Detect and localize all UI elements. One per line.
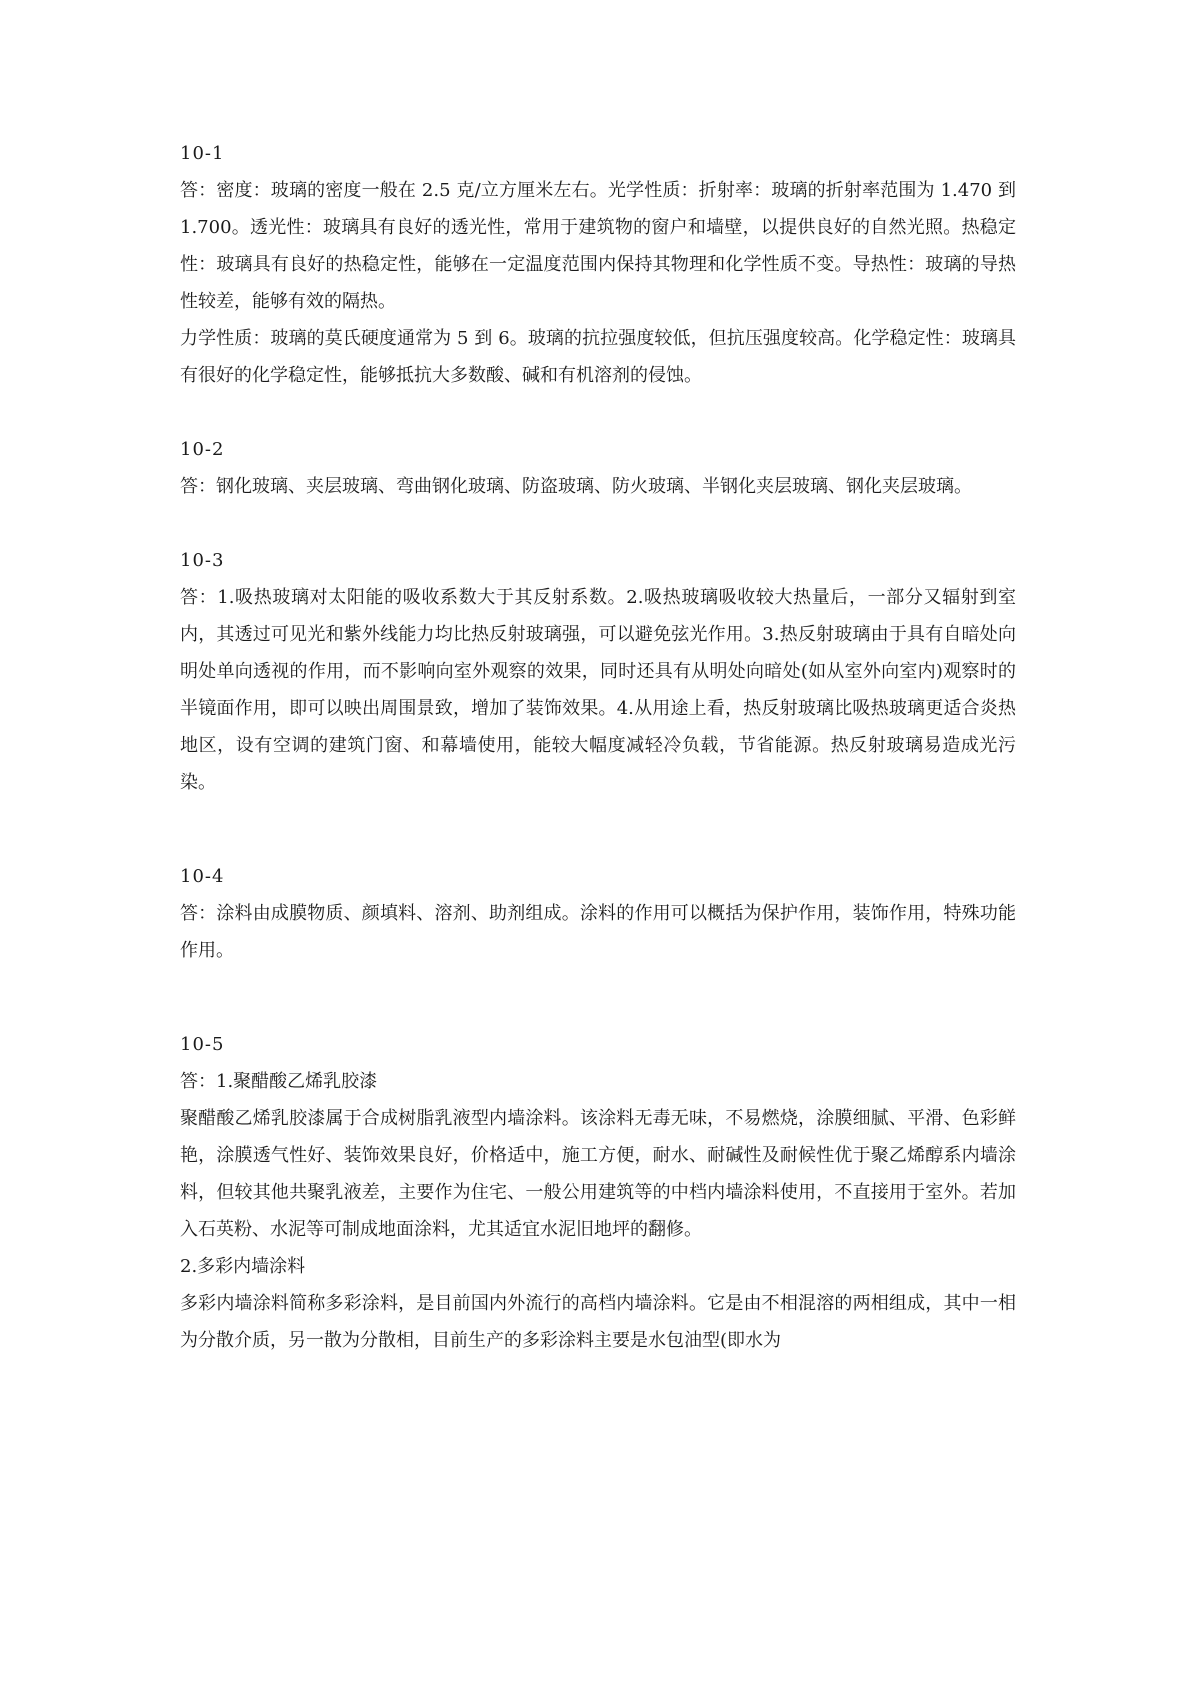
- answer-section-10-1: [180, 140, 1016, 394]
- answer-section-10-2: [180, 436, 1016, 505]
- question-number: 10-3: [180, 550, 225, 571]
- answer-paragraph: 力学性质：玻璃的莫氏硬度通常为 5 到 6。玻璃的抗拉强度较低，但抗压强度较高。化学稳定性：玻璃具有很好的化学稳定性，能够抵抗大多数酸、碱和有机溶剂的侵蚀。: [180, 328, 1016, 386]
- answer-paragraph: 答：涂料由成膜物质、颜填料、溶剂、助剂组成。涂料的作用可以概括为保护作用，装饰作用，特殊功能作用。: [180, 903, 1016, 961]
- question-number: 10-5: [180, 1034, 225, 1055]
- answer-paragraph: 答：密度：玻璃的密度一般在 2.5 克/立方厘米左右。光学性质：折射率：玻璃的折射率范围为 1.470 到 1.700。透光性：玻璃具有良好的透光性，常用于建筑物的窗户和墙壁，以提供良好的自然光照。热稳定性：玻璃具有良好的热稳定性，能够在一定温度范围内保持其物理和化学性质不变。导热性：玻璃的导热性较差，能够有效的隔热。: [180, 180, 1016, 312]
- answer-paragraph: 答：钢化玻璃、夹层玻璃、弯曲钢化玻璃、防盗玻璃、防火玻璃、半钢化夹层玻璃、钢化夹层玻璃。: [180, 476, 972, 497]
- answer-paragraph: 答：1.吸热玻璃对太阳能的吸收系数大于其反射系数。2.吸热玻璃吸收较大热量后，一部分又辐射到室内，其透过可见光和紫外线能力均比热反射玻璃强，可以避免弦光作用。3.热反射玻璃由于具有自暗处向明处单向透视的作用，而不影响向室外观察的效果，同时还具有从明处向暗处(如从室外向室内)观察时的半镜面作用，即可以映出周围景致，增加了装饰效果。4.从用途上看，热反射玻璃比吸热玻璃更适合炎热地区，设有空调的建筑门窗、和幕墙使用，能较大幅度减轻冷负载，节省能源。热反射玻璃易造成光污染。: [180, 587, 1016, 793]
- answer-section-10-4: [180, 863, 1016, 969]
- question-number: 10-2: [180, 439, 225, 460]
- answer-paragraph: 聚醋酸乙烯乳胶漆属于合成树脂乳液型内墙涂料。该涂料无毒无味，不易燃烧，涂膜细腻、平滑、色彩鲜艳，涂膜透气性好、装饰效果良好，价格适中，施工方便，耐水、耐碱性及耐候性优于聚乙烯醇系内墙涂料，但较其他共聚乳液差，主要作为住宅、一般公用建筑等的中档内墙涂料使用，不直接用于室外。若加入石英粉、水泥等可制成地面涂料，尤其适宜水泥旧地坪的翻修。: [180, 1108, 1016, 1240]
- answer-paragraph: 答：1.聚醋酸乙烯乳胶漆: [180, 1071, 378, 1092]
- question-number: 10-1: [180, 143, 225, 164]
- answer-paragraph: 2.多彩内墙涂料: [180, 1256, 306, 1277]
- answer-paragraph: 多彩内墙涂料简称多彩涂料，是目前国内外流行的高档内墙涂料。它是由不相混溶的两相组成，其中一相为分散介质，另一散为分散相，目前生产的多彩涂料主要是水包油型(即水为: [180, 1293, 1016, 1351]
- answer-section-10-5: [180, 1031, 1016, 1359]
- answer-section-10-3: [180, 547, 1016, 801]
- document-page: [180, 140, 1016, 1401]
- question-number: 10-4: [180, 866, 225, 887]
